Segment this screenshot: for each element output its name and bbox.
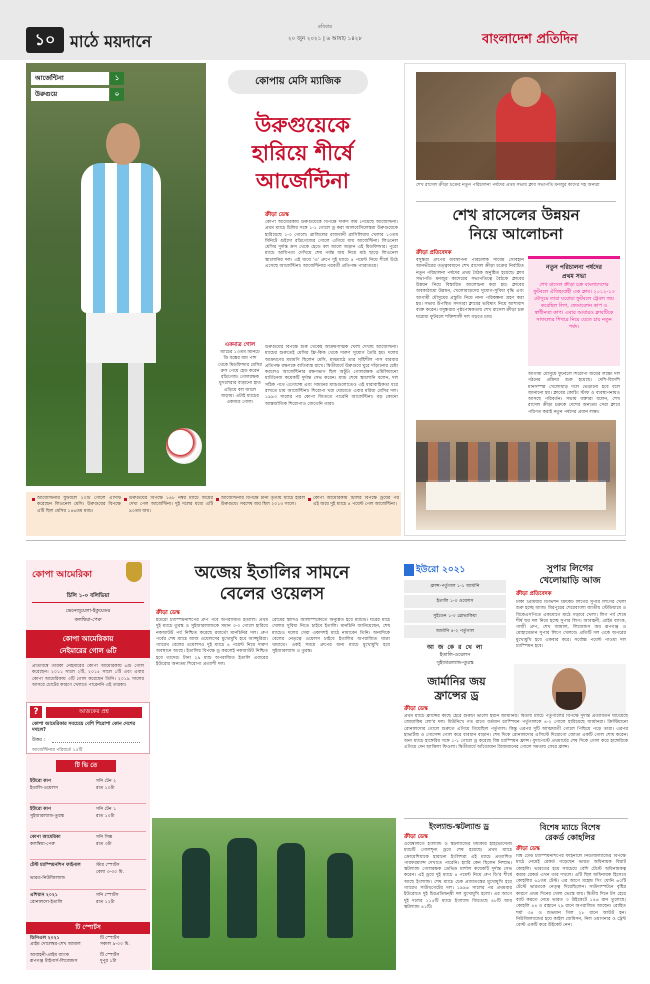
lead-byline: ক্রীড়া ডেস্ক — [265, 212, 289, 218]
player-figure — [277, 843, 305, 938]
euro-logo-badge — [404, 564, 414, 576]
player-figure — [327, 853, 353, 938]
tv-row — [30, 804, 146, 832]
quiz-note: আর্জেন্টিনার পরিবর্তে ১৫টি — [32, 748, 83, 753]
euro-logo: ইউরো ২০২১ — [416, 565, 466, 575]
super-league-headline-line1: সুপার লিগের — [546, 564, 594, 574]
germany-byline: ক্রীড়া ডেস্ক — [404, 706, 428, 712]
sofa — [416, 142, 616, 180]
page-number: ১০ — [34, 30, 56, 49]
tv-event: আবাহনী-প্রাইম ব্যাংক — [30, 953, 69, 958]
tv-time: সকাল ৯-০০ মি. — [100, 942, 130, 947]
tv-match: সুইজারল্যান্ড-তুরস্ক — [30, 814, 65, 819]
quiz-answer-label: উত্তর : — [32, 738, 45, 743]
tv-row — [30, 832, 146, 860]
issue-day: রবিবার — [318, 24, 332, 30]
section-divider — [26, 540, 626, 541]
euro-today-line1: ইতালি-ওয়েলস — [439, 652, 471, 658]
super-league-byline: ক্রীড়া প্রতিবেদক — [516, 591, 552, 597]
lead-body-continued: উরুগুয়ের বিপক্ষে শুরু থেকেই আক্রমণাত্মক খেলা দেখায় আর্জেন্টিনা। ম্যাচের শুরুতেই মেসির ফ্রি-কিক থেকে দারুণ সুযোগ তৈরি হয়। দলের আক্রমণের মধ্যমণি ছিলেন মেসি, মাঝমাঠে তার সৃষ্টিশীল পাস বারবার প্রতিপক্ষ রক্ষণকে ব্যতিব্যস্ত রাখে। দ্বিতীয়ার্ধে উরুগুয়ে ঘুরে দাঁড়ানোর চেষ্টা করলেও আর্জেন্টিনার রক্ষণভাগ ছিল অটুট। গোলরক্ষক এমিলিয়ানো মার্তিনেজ কয়েকটি দুর্দান্ত সেভ করেন। ম্যাচ শেষে স্কালোনি বলেন, দল সঠিক পথে এগোচ্ছে এবং সামনের ম্যাচগুলোতেও এই ধারাবাহিকতা ধরে রাখতে চায় আর্জেন্টিনা। শিরোপা খরা ঘোচাতে এবার মরিয়া মেসির দল। ১৯৯৩ সালের পর কোপা জিততে পারেনি আর্জেন্টিনা। বড় কোনো আন্তর্জাতিক শিরোপাও জেতেনি তারা। — [265, 345, 398, 407]
tv-time: রাত ১২টা — [96, 900, 115, 905]
italy-headline-line2: বেলের ওয়েলস — [219, 584, 325, 604]
super-league-body: ঢাকা প্রিমিয়ার ডিভিশন ক্রিকেট লিগের সুপার লিগের খেলা শুরু হচ্ছে আজ। মিরপুরের শেরেবাংলা জাতীয় স্টেডিয়ামে ও বিকেএসপিতে একযোগে মাঠে গড়াবে খেলা। লিগ পর্ব শেষে শীর্ষ ছয় দল নিয়ে হচ্ছে সুপার লিগ। আবাহনী, প্রাইম ব্যাংক, গাজী গ্রুপ, শেখ জামাল, লিজেন্ডস অব রূপগঞ্জ ও মোহামেডান সুপার লিগে খেলবে। প্রতিটি দল একে অপরের মুখোমুখি হবে একবার করে। সর্বোচ্চ পয়েন্ট পাওয়া দল চ্যাম্পিয়ন হবে। — [516, 600, 626, 650]
t-sports-label-text: টি স্পোর্টস — [75, 924, 101, 931]
speaker-head — [511, 77, 541, 107]
t-sports-row — [30, 953, 146, 969]
neymar-note: প্রতিবিম্বে তারকা নেইমারের কোপা আমেরিকায় ৬টি গোল করেছেন। ২০১১ সালে ২টি, ২০১৫ সালে ১টি এবং এবার কোপা আমেরিকায় ৩টি গোল করেছেন তিনি। ২০১৯ সালের আসরে চোটের কারণে খেলতে পারেননি এই তারকা। — [32, 664, 144, 688]
italy-headline-line1: অজেয় ইতালির সামনে — [194, 563, 350, 583]
italy-body-continued: রোমের স্তাদিও অলিম্পিকোতে অনুষ্ঠিত হবে ম্যাচটি। ঘরের মাঠে খেলার সুবিধা নিতে চাইবে ইতালি। মানচিনি জানিয়েছেন, শেষ ম্যাচেও দলের সেরা একাদশই মাঠে নামাবেন তিনি। অন্যদিকে বেলের নেতৃত্বে ওয়েলস চাইবে ইতালির অপরাজিত যাত্রা থামাতে। একই সময়ে গ্রুপের অন্য ম্যাচে মুখোমুখি হবে সুইজারল্যান্ড ও তুরস্ক। — [272, 618, 390, 655]
tv-event: এশিয়ান ২০২১ — [30, 893, 58, 898]
tv-channel: সনি সিক্স — [96, 835, 113, 840]
england-headline: ইংল্যান্ড-স্কটল্যান্ড ড্র — [429, 822, 489, 831]
rasel-headline-line2: নিয়ে আলোচনা — [469, 225, 563, 243]
tv-match: প্রাইম দোলেশ্বর-শেখ জামাল — [30, 942, 81, 947]
messi-photo — [26, 63, 206, 486]
kohli-body: বিশ্ব টেস্ট চ্যাম্পিয়নশিপের ফাইনালে নিউজিল্যান্ডের বিপক্ষে মাঠে নেমেই রেকর্ড গড়েছেন ভারত অধিনায়ক বিরাট কোহলি। ভারতের হয়ে সবচেয়ে বেশি টেস্টে অধিনায়কত্ব করার রেকর্ড এখন তার দখলে। এটি ছিল অধিনায়ক হিসেবে কোহলির ৬১তম টেস্ট। এর আগে মহেন্দ্র সিং ধোনি ৬০টি টেস্টে ভারতকে নেতৃত্ব দিয়েছিলেন। সাউদাম্পটনে বৃষ্টির কারণে প্রথম দিনের খেলা ভেস্তে যায়। দ্বিতীয় দিনে টস হেরে ব্যাট করতে নেমে ভারত ৩ উইকেটে ১৪৬ রান তুলেছে। কোহলি ৪৪ ও রাহানে ২৯ রানে অপরাজিত আছেন। রোহিত শর্মা ৩৪ ও শুভমান গিল ২৮ রানে আউট হন। নিউজিল্যান্ডের হয়ে কাইল জেমিসন, নিল ওয়াগনার ও ট্রেন্ট বোল্ট একটি করে উইকেট নেন। — [516, 854, 626, 929]
copa-fixture: ভেনেজুয়েলা-ইকুয়েডর — [65, 608, 111, 614]
tv-time: রাত ১০টা — [96, 814, 115, 819]
stat-marker-4 — [308, 498, 311, 501]
brand-logo: বাংলাদেশ প্রতিদিন — [482, 32, 578, 47]
quiz-answer-field — [52, 742, 140, 743]
tv-event: কোপা আমেরিকা — [30, 835, 61, 840]
germany-headline-line2: ফ্রান্সের ড্র — [434, 689, 479, 702]
tv-channel: সনি টেন ২ — [96, 779, 117, 784]
tv-channel: সনি টেন ১ — [96, 807, 117, 812]
kohli-byline: ক্রীড়া ডেস্ক — [516, 846, 540, 852]
england-body: ওয়েম্বলিতে ইংল্যান্ড ও স্কটল্যান্ডের মধ্যকার হাইভোল্টেজ ম্যাচটি গোলশূন্য ড্রয়ে শেষ হয়েছে। প্রথম ম্যাচে ক্রোয়েশিয়াকে হারানো ইংলিশরা এই ম্যাচে প্রত্যাশিত পারফরম্যান্স দেখাতে পারেনি। হ্যারি কেন ছিলেন নিষ্প্রভ। স্কটল্যান্ড গোলরক্ষক ডেভিড মার্শাল কয়েকটি দুর্দান্ত সেভ করেন। এই ড্রয়ে দুই ম্যাচে ৪ পয়েন্ট নিয়ে গ্রুপ ডি'র শীর্ষে আছে ইংল্যান্ড। শেষ ম্যাচে চেক প্রজাতন্ত্রের মুখোমুখি হবে গ্যারেথ সাউথগেটের দল। ১৯৯৬ সালের পর প্রথমবার ইউরোতে দুই চিরপ্রতিদ্বন্দ্বী দল মুখোমুখি হলো। এর আগে দুই দলের ১১৫টি ম্যাচে ইংল্যান্ড জিতেছে ৪৮টি আর স্কটল্যান্ড ৪১টি। — [404, 842, 512, 910]
player-figure — [182, 848, 210, 938]
tv-match: রূপগঞ্জ টাইগার্স-লিজেন্ডস — [30, 959, 78, 964]
tv-time: রাত ১০টা — [96, 786, 115, 791]
copa-subhead: চিলি ১-০ বলিভিয়া — [66, 593, 110, 599]
tv-channel: স্টার স্পোর্টস — [96, 863, 120, 868]
player-shorts — [86, 313, 156, 363]
stat-3: আর্জেন্টিনার বিপক্ষে টানা তৃতীয় ম্যাচে হারল উরুগুয়ে। সবশেষ জয় ছিল ২০১৩ সালে। — [221, 496, 305, 508]
tv-channel: টি স্পোর্টস — [100, 953, 120, 958]
tv-match: ইতালি-ওয়েলস — [30, 786, 58, 791]
section-title: মাঠে ময়দানে — [70, 32, 152, 51]
neymar-banner-line1: কোপা আমেরিকায় — [62, 635, 114, 643]
tv-row — [30, 776, 146, 804]
tv-event: ডিপিএল ২০২১ — [30, 936, 60, 941]
euro-today-label: আ জ কে র খে লা — [426, 644, 484, 651]
germany-body: প্রথম ম্যাচে ফ্রান্সের কাছে হেরে শুরুটা ভালো হয়নি জার্মানির। দ্বিতীয় ম্যাচে পর্তুগালের বিপক্ষে দুর্দান্ত প্রত্যাবর্তন ঘটিয়েছে জোয়াকিম লো'র দল। মিউনিখে গত রাতে বর্তমান চ্যাম্পিয়ন পর্তুগালকে ৪-২ গোলে হারিয়েছে জার্মানরা। ক্রিস্টিয়ানো রোনালদোর গোলে শুরুতে এগিয়ে গিয়েছিল পর্তুগাল। কিন্তু এরপর দুটি আত্মঘাতী গোলে পিছিয়ে পড়ে তারা। এরপর হাভার্টজ ও গোসেন্স গোল করে ব্যবধান বাড়ান। শেষ দিকে রোনালদোর এসিস্টে দিয়োগো জোতা একটি গোল শোধ করেন। অন্য ম্যাচে হাঙ্গেরির সঙ্গে ১-১ গোলে ড্র করেছে বিশ্ব চ্যাম্পিয়ন ফ্রান্স। বুদাপেস্টে প্রথমার্ধের শেষ দিকে গোল করে হাঙ্গেরিকে এগিয়ে দেন আত্তিলা ফিওলা। দ্বিতীয়ার্ধে আঁতোয়ান গ্রিজম্যানের গোলে সমতায় ফেরে ফ্রান্স। — [404, 714, 628, 751]
rasel-body: বসুন্ধরা গ্রুপের ব্যবস্থাপনা পরিচালক সায়েম সোবহান আনভীরের তত্ত্বাবধানে শেখ রাসেল ক্রীড়া চক্রের নির্বাচিত নতুন পরিচালনা পর্ষদের প্রথম বৈঠক অনুষ্ঠিত হয়েছে। ক্লাব সভাপতি মনজুর কাদেরের সভাপতিত্বে বৈঠকে ক্লাবের উন্নয়ন নিয়ে বিস্তারিত আলোচনা করা হয়। ক্লাবের অবকাঠামো উন্নয়ন, খেলোয়াড়দের সুযোগ-সুবিধা বৃদ্ধি এবং আগামী মৌসুমের প্রস্তুতি নিয়ে নানা পরিকল্পনা গ্রহণ করা হয়। সভায় উপস্থিত সদস্যরা ক্লাবের ভবিষ্যৎ নিয়ে আশাবাদ ব্যক্ত করেন। বসুন্ধরার পৃষ্ঠপোষকতায় শেখ রাসেল ক্রীড়া চক্র ঘরোয়া ফুটবলে শক্তিশালী দল গড়তে চায়। — [416, 258, 524, 320]
player-figure — [227, 838, 257, 938]
euro-result-row: জার্মানি ৪-২ পর্তুগাল — [404, 625, 506, 639]
rasel-highlight-title-line1: নতুন পরিচালনা পর্ষদের — [546, 264, 602, 271]
meeting-people — [416, 442, 616, 482]
lead-body: কোপা আমেরিকায় উরুগুয়েকে বিপক্ষে দারুণ জয় পেয়েছে আর্জেন্টিনা। প্রথম ম্যাচে চিলির সঙ্গে ১-১ গোলে ড্র করা আলবেসিলেস্তরা উরুগুয়েকে হারিয়েছে ১-০ গোলে। ব্রাজিলের রাজধানী ব্রাসিলিয়ায় খেলার ১৩তম মিনিটে গুইদো রদ্রিগেজের গোলে এগিয়ে যায় আর্জেন্টিনা। লিওনেল মেসির দুর্দান্ত ক্রস থেকে হেডে বল জালে জড়ান এই মিডফিল্ডার। পুরো ম্যাচে আধিপত্য দেখিয়ে শেষ পর্যন্ত জয় নিয়ে মাঠ ছাড়ে লিওনেল স্কালোনির দল। এই জয়ে 'এ' গ্রুপে দুই ম্যাচে ৪ পয়েন্ট নিয়ে শীর্ষে উঠে এসেছে আর্জেন্টিনা। আর্জেন্টিনার পরবর্তী প্রতিপক্ষ প্যারাগুয়ে। — [265, 220, 398, 270]
copa-logo: কোপা আমেরিকা — [32, 570, 92, 580]
rasel-meeting-photo — [416, 420, 616, 530]
copa-trophy-icon — [126, 562, 142, 582]
score-value1: ১ — [110, 72, 124, 85]
rasel-headline-line1: শেখ রাসেলের উন্নয়ন — [452, 206, 580, 224]
rasel-body-continued: আগামী মৌসুমে ফুটবলে শিরোপা জয়ের লক্ষ্যে দল গঠনের প্রক্রিয়া শুরু হয়েছে। দেশি-বিদেশি মানসম্পন্ন খেলোয়াড় দলে ভেড়ানো হবে বলে জানানো হয়। ক্লাবের কোচিং স্টাফ ও ব্যবস্থাপনায়ও আসছে পরিবর্তন। সভায় বক্তারা বলেন, শেখ রাসেল ক্রীড়া চক্রকে দেশের অন্যতম সেরা ক্লাবে পরিণত করাই নতুন পর্ষদের প্রধান লক্ষ্য। — [528, 372, 620, 415]
tv-event: ইউরো কাপ — [30, 779, 51, 784]
england-byline: ক্রীড়া ডেস্ক — [404, 834, 428, 840]
lead-headline-line3: আর্জেন্টিনা — [256, 169, 349, 193]
quiz-icon: ? — [30, 706, 42, 718]
tv-time: দুপুর ১টা — [100, 959, 117, 964]
neymar-banner-line2: নেইমারের গোল ৬টি — [59, 647, 117, 655]
lead-kicker: কোপায় মেসি ম্যাজিক — [228, 70, 368, 94]
italy-training-photo — [152, 818, 396, 970]
issue-date: ২০ জুন ২০২১ | ৬ আষাঢ় ১৪২৮ — [288, 36, 362, 42]
england-rule — [404, 818, 628, 819]
kohli-beard — [556, 692, 582, 710]
tv-match: রোনালদো-ইতালি — [30, 900, 63, 905]
rasel-speaker-photo — [416, 72, 616, 180]
score-team2: উরুগুয়ে — [31, 88, 109, 101]
rasel-photo-caption: শেখ রাসেল ক্রীড়া চক্রের নতুন পরিচালনা পর্ষদের প্রথম সভায় ক্লাব সভাপতি মনজুর কাদের সহ অন্যরা — [416, 183, 600, 188]
euro-today-line2: সুইজারল্যান্ড-তুরস্ক — [436, 660, 474, 666]
tv-time: বেলা ৩-৩০ মি. — [96, 870, 125, 875]
kohli-photo — [514, 664, 626, 714]
stat-marker-2 — [124, 498, 127, 501]
tv-event: ইউরো কাপ — [30, 807, 51, 812]
tv-event: টেস্ট চ্যাম্পিয়নশিপ ফাইনাল — [30, 863, 81, 868]
stat-4: কোপা আমেরিকায় চিলির বিপক্ষে ড্রয়ের পর এই জয়ে দুই ম্যাচে ৪ পয়েন্ট পেল আর্জেন্টিনা। — [313, 496, 399, 508]
football — [166, 428, 202, 464]
tv-time: রাত ৩টা — [96, 842, 112, 847]
tv-match: ভারত-নিউজিল্যান্ড — [30, 876, 66, 881]
euro-result-row: সুইডেন ১-০ স্লোভাকিয়া — [404, 610, 506, 624]
player-head — [106, 123, 140, 165]
copa-divider — [32, 602, 144, 603]
t-sports-row — [30, 936, 146, 952]
kohli-headline-line1: বিশেষ ম্যাচে বিশেষ — [539, 823, 601, 832]
stat-2: উরুগুয়ের বিপক্ষে ১৪৮ নম্বর ম্যাচে জয়ের দেখা পেল আর্জেন্টিনা। দুই দলের মধ্যে এটি ৯০তম জয়। — [129, 496, 213, 514]
player-legs — [66, 363, 166, 473]
lead-headline-line2: হারিয়ে শীর্ষে — [251, 141, 354, 165]
stat-marker-3 — [216, 498, 219, 501]
stat-marker-1 — [32, 498, 35, 501]
italy-byline: ক্রীড়া ডেস্ক — [156, 610, 180, 616]
tv-row — [30, 860, 146, 890]
score-value2: ০ — [110, 88, 124, 101]
tv-label-text: টি ভি তে — [74, 762, 98, 769]
tv-channel: টি স্পোর্টস — [100, 936, 120, 941]
copa-group: কলম্বিয়া-পেরু — [74, 617, 102, 623]
stat-1: আর্জেন্টিনার ফুটবলে ২০টি গোলে এসিস্ট করেছেন লিওনেল মেসি। উরুগুয়ের বিপক্ষে এটি ছিল মেসির ১৪৬তম ম্যাচ। — [37, 496, 121, 514]
meeting-table — [426, 480, 606, 510]
quiz-question: কোপা আমেরিকার সবচেয়ে বেশি শিরোপা কোন দেশের দখলে? — [32, 722, 136, 733]
tv-listings — [30, 776, 146, 921]
rasel-headline-rule — [416, 201, 616, 202]
rasel-highlight-title-line2: প্রথম সভা — [562, 273, 586, 280]
score-team1: আর্জেন্টিনা — [31, 72, 109, 85]
lead-headline-line1: উরুগুয়েকে — [254, 113, 351, 137]
italy-body: ইউরো চ্যাম্পিয়নশিপের গ্রুপ পর্বে অপরাজিত ইতালি। প্রথম দুই ম্যাচে তুরস্ক ও সুইজারল্যান্ডকে সমান ৩-০ গোলে হারিয়ে নকআউট পর্ব নিশ্চিত করেছে রবার্তো মানচিনির দল। গ্রুপ পর্বের শেষ ম্যাচে আজ ওয়েলসের মুখোমুখি হবে আজ্জুরিরা। গ্যারেথ বেলের ওয়েলসও দুই ম্যাচে ৪ পয়েন্ট নিয়ে দারুণ অবস্থানে আছে। ইতালির বিপক্ষে ড্র করলেই নকআউট নিশ্চিত হবে তাদের। টানা ২৯ ম্যাচ অপরাজিত ইতালি এবারের ইউরোর অন্যতম শিরোপা প্রত্যাশী দল। — [156, 618, 268, 668]
euro-result-row: ইতালি ১-০ ওয়েলস — [404, 595, 506, 609]
euro-result-row: ফ্রান্স-পর্তুগাল ১-১ জার্মানি — [404, 580, 506, 594]
tv-row — [30, 890, 146, 918]
rasel-highlight-body: শেখ রাসেল ক্রীড়া চক্র বাংলাদেশের ফুটবলে ঐতিহ্যবাহী এক ক্লাব। ২০১২-১৩ মৌসুমে তারা ঘরোয়া ফুটবলে ট্রেবল জয় করেছিল লিগ, ফেডারেশন কাপ ও স্বাধীনতা কাপ। এবার আবারও ক্লাবটিকে সাফল্যের শিখরে নিয়ে যেতে চায় নতুন পর্ষদ। — [533, 282, 615, 330]
kohli-headline-line2: রেকর্ড কোহলির — [545, 833, 595, 842]
player-jersey — [81, 163, 161, 313]
rasel-byline: ক্রীড়া প্রতিবেদক — [416, 250, 452, 256]
quiz-title: আজকের প্রশ্ন — [46, 707, 142, 718]
super-league-headline-line2: খেলোয়াড়ি আজ — [539, 576, 601, 586]
page-header — [0, 0, 650, 60]
germany-headline-line1: জার্মানির জয় — [427, 675, 486, 688]
tv-match: কলম্বিয়া-পেরু — [30, 842, 55, 847]
goal-box-body: ম্যাচের ১৩তম মিনিটে ডি বক্সের বাম পাশ থেকে মিডফিল্ডার মেসির ক্রস পেয়ে হেড করেন রদ্রিগেজ। গোলরক্ষক মুসলেরার বাড়ানো হাত এড়িয়ে বল জালে জড়ায়। এটাই ম্যাচের একমাত্র গোল। — [218, 350, 262, 406]
goal-box-title: একমাত্র গোল — [224, 342, 256, 348]
tv-channel: সনি স্পোর্টস — [96, 893, 119, 898]
